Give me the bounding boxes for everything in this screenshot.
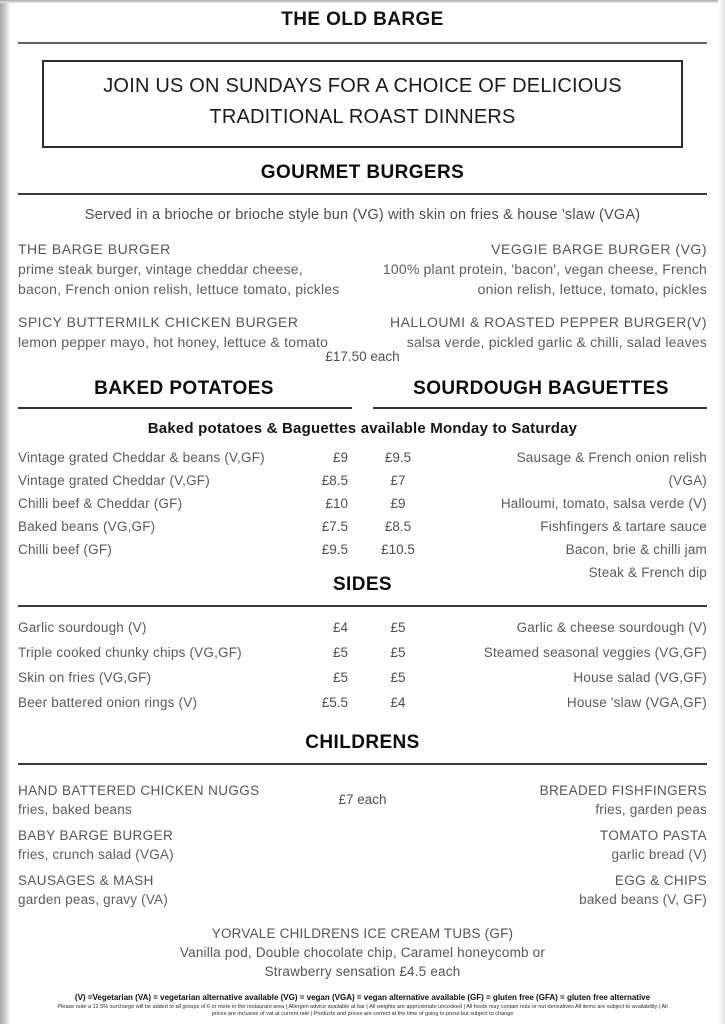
potatoes-baguettes-table — [18, 450, 707, 588]
childrens-left-column — [18, 781, 308, 916]
table-row — [375, 695, 707, 720]
section-heading-gourmet-burgers: GOURMET BURGERS — [260, 162, 465, 183]
menu-item-sausages-mash — [18, 871, 308, 909]
item-price: £9.5 — [384, 450, 412, 465]
item-name: Halloumi, tomato, salsa verde (V) — [500, 496, 707, 511]
menu-item-breaded-fishfingers — [417, 781, 707, 819]
icecream-line: YORVALE CHILDRENS ICE CREAM TUBS (GF) — [211, 926, 514, 941]
item-name: Baked beans (VG,GF) — [18, 519, 156, 534]
table-row — [375, 565, 707, 588]
burgers-grid — [18, 239, 707, 365]
item-name: (VGA) — [668, 473, 707, 488]
item-price: £10 — [325, 496, 348, 511]
item-name: Garlic sourdough (V) — [18, 620, 147, 635]
baked-potatoes-list — [18, 450, 348, 588]
sourdough-baguettes-list — [375, 450, 707, 588]
table-row — [375, 496, 707, 519]
item-price: £5 — [390, 620, 406, 635]
childrens-grid — [18, 781, 707, 916]
item-description: baked beans (V, GF) — [579, 892, 707, 907]
item-name: Vintage grated Cheddar & beans (V,GF) — [18, 450, 265, 465]
sunday-roast-banner — [42, 60, 683, 148]
item-price: £5 — [332, 670, 348, 685]
sides-right-list — [375, 620, 707, 720]
item-name: BABY BARGE BURGER — [18, 828, 174, 843]
table-row — [18, 695, 348, 720]
icecream-line: Strawberry sensation £4.5 each — [264, 964, 461, 979]
item-description: fries, garden peas — [595, 802, 707, 817]
scan-edge-right — [718, 0, 725, 1024]
item-price: £4 — [332, 620, 348, 635]
icecream-line: Vanilla pod, Double chocolate chip, Caramel honeycomb or — [179, 945, 546, 960]
banner-line: TRADITIONAL ROAST DINNERS — [209, 106, 516, 128]
item-price: £8.5 — [384, 519, 412, 534]
item-price: £5 — [332, 645, 348, 660]
menu-item-tomato-pasta — [417, 826, 707, 864]
potatoes-baguettes-dividers — [18, 407, 707, 409]
table-row — [18, 450, 348, 473]
item-name: House salad (VG,GF) — [573, 670, 707, 685]
table-row — [18, 620, 348, 645]
item-price: £10.5 — [381, 542, 415, 557]
menu-item-icecream-tubs — [18, 924, 707, 981]
item-name: SPICY BUTTERMILK CHICKEN BURGER — [18, 314, 299, 330]
item-price: £4 — [390, 695, 406, 710]
menu-item-baby-barge-burger — [18, 826, 308, 864]
item-name: Steak & French dip — [588, 565, 707, 580]
menu-item-egg-chips — [417, 871, 707, 909]
menu-item-halloumi-burger — [377, 312, 707, 352]
item-description: garlic bread (V) — [611, 847, 707, 862]
table-row — [375, 542, 707, 565]
item-name: TOMATO PASTA — [599, 828, 707, 843]
scan-edge-left — [0, 0, 11, 1024]
item-description: 100% plant protein, 'bacon', vegan cheese, French onion relish, lettuce, tomato, pickles — [382, 261, 707, 297]
item-name: Chilli beef (GF) — [18, 542, 112, 557]
item-description: fries, baked beans — [18, 802, 132, 817]
table-row — [375, 670, 707, 695]
fine-print-line: Please note a 12.5% surcharge will be added to all groups of 6 or more in the restaurant area | Allergen advice available at bar | All weights are approximate uncooked | All foods may contain nuts or nut derivatives All items are subject to availability | All — [57, 1004, 668, 1010]
item-name: Triple cooked chunky chips (VG,GF) — [18, 645, 242, 660]
childrens-price-note: £7 each — [338, 792, 387, 807]
item-description: fries, crunch salad (VGA) — [18, 847, 174, 862]
sides-table — [18, 620, 707, 720]
baked-potatoes-divider — [18, 407, 352, 409]
gourmet-burgers-divider — [18, 193, 707, 195]
item-price: £8.5 — [321, 473, 348, 488]
table-row — [375, 620, 707, 645]
sides-left-list — [18, 620, 348, 720]
table-row — [375, 450, 707, 473]
banner-line: JOIN US ON SUNDAYS FOR A CHOICE OF DELICIOUS — [103, 75, 622, 97]
availability-note: Baked potatoes & Baguettes available Monday to Saturday — [147, 420, 578, 437]
item-name: EGG & CHIPS — [614, 873, 707, 888]
menu-page — [18, 3, 707, 1018]
item-description: garden peas, gravy (VA) — [18, 892, 168, 907]
section-heading-sides: SIDES — [332, 574, 393, 595]
section-heading-childrens: CHILDRENS — [305, 732, 420, 753]
potatoes-baguettes-headings — [18, 378, 707, 400]
item-name: Fishfingers & tartare sauce — [540, 519, 707, 534]
fine-print-line: prices are inclusive of vat at current rate | Products and prices are correct at the time of going to press but subject to change — [211, 1011, 514, 1017]
item-name: THE BARGE BURGER — [18, 241, 171, 257]
burgers-price-note: £17.50 each — [325, 349, 400, 364]
item-name: Beer battered onion rings (V) — [18, 695, 198, 710]
table-row — [375, 519, 707, 542]
section-heading-baked-potatoes: BAKED POTATOES — [94, 378, 274, 399]
menu-item-spicy-chicken-burger — [18, 312, 340, 352]
table-row — [18, 519, 348, 542]
item-name: HALLOUMI & ROASTED PEPPER BURGER(V) — [389, 314, 707, 330]
item-name: HAND BATTERED CHICKEN NUGGS — [18, 783, 260, 798]
item-name: Skin on fries (VG,GF) — [18, 670, 152, 685]
fine-print — [18, 1004, 707, 1018]
table-row — [375, 473, 707, 496]
table-row — [18, 670, 348, 695]
item-price: £5 — [390, 670, 406, 685]
item-name: BREADED FISHFINGERS — [539, 783, 707, 798]
item-name: Vintage grated Cheddar (V,GF) — [18, 473, 210, 488]
table-row — [18, 645, 348, 670]
menu-item-barge-burger — [18, 239, 340, 299]
section-heading-sourdough-baguettes: SOURDOUGH BAGUETTES — [413, 378, 669, 399]
title-divider — [18, 42, 707, 44]
page-title: THE OLD BARGE — [281, 9, 444, 30]
table-row — [18, 496, 348, 519]
menu-item-chicken-nuggs — [18, 781, 308, 819]
item-price: £7.5 — [321, 519, 348, 534]
item-name: Sausage & French onion relish — [516, 450, 707, 465]
item-price: £9 — [332, 450, 348, 465]
item-price: £9 — [390, 496, 406, 511]
childrens-divider — [18, 763, 707, 765]
menu-item-veggie-barge-burger — [377, 239, 707, 299]
dietary-legend: (V) =Vegetarian (VA) = vegetarian alternative available (VG) = vegan (VGA) = vegan alternative available (GF) = gluten free (GFA) = gluten free alternative — [74, 993, 651, 1002]
item-name: Bacon, brie & chilli jam — [565, 542, 707, 557]
item-price: £5.5 — [321, 695, 348, 710]
item-price: £9.5 — [321, 542, 348, 557]
item-price: £7 — [390, 473, 406, 488]
item-description: prime steak burger, vintage cheddar cheese, bacon, French onion relish, lettuce tomato, pickles — [18, 261, 340, 297]
item-price: £5 — [390, 645, 406, 660]
item-name: Chilli beef & Cheddar (GF) — [18, 496, 183, 511]
childrens-right-column — [417, 781, 707, 916]
item-name: House 'slaw (VGA,GF) — [566, 695, 707, 710]
sides-divider — [18, 605, 707, 607]
burgers-right-column — [377, 239, 707, 365]
item-name: SAUSAGES & MASH — [18, 873, 154, 888]
table-row — [375, 645, 707, 670]
sourdough-baguettes-divider — [373, 407, 707, 409]
table-row — [18, 542, 348, 565]
burgers-left-column — [18, 239, 340, 365]
item-name: Steamed seasonal veggies (VG,GF) — [483, 645, 707, 660]
item-description: salsa verde, pickled garlic & chilli, salad leaves — [406, 334, 707, 350]
table-row — [18, 473, 348, 496]
item-name: VEGGIE BARGE BURGER (VG) — [491, 241, 707, 257]
burgers-intro: Served in a brioche or brioche style bun (VG) with skin on fries & house 'slaw (VGA) — [84, 207, 641, 223]
item-name: Garlic & cheese sourdough (V) — [516, 620, 707, 635]
item-description: lemon pepper mayo, hot honey, lettuce & tomato — [18, 334, 329, 350]
